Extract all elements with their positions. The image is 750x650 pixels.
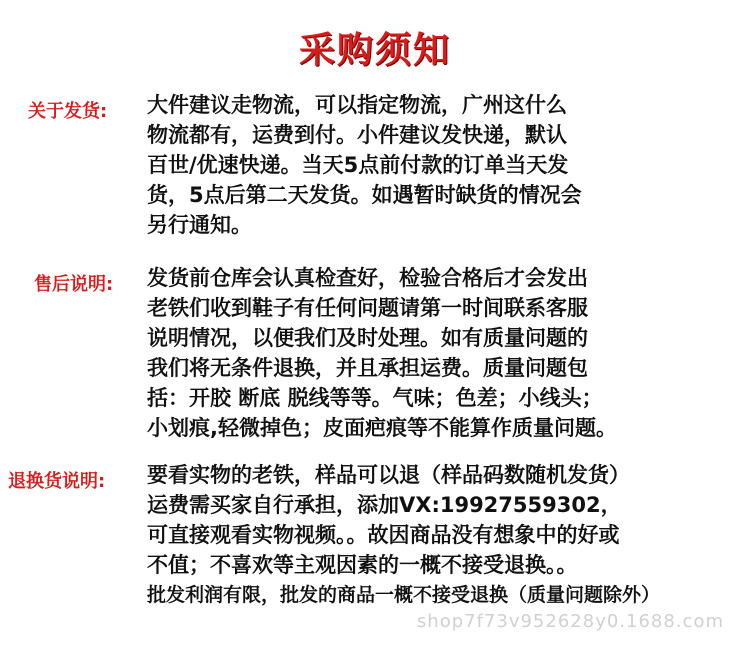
after-sales-line: 老铁们收到鞋子有任何问题请第一时间联系客服: [147, 296, 588, 320]
after-sales-line: 说明情况，以便我们及时处理。如有质量问题的: [147, 326, 588, 350]
return-exchange-text: [147, 460, 660, 610]
shipping-line: 物流都有，运费到付。小件建议发快递，默认: [147, 123, 567, 147]
return-exchange-line: 不值；不喜欢等主观因素的一概不接受退换。。: [147, 553, 578, 577]
return-exchange-line: 可直接观看实物视频。。故因商品没有想象中的好或: [147, 523, 620, 547]
after-sales-label: 售后说明:: [34, 274, 114, 295]
shipping-line: 百世/优速快递。当天5点前付款的订单当天发: [147, 153, 569, 177]
return-exchange-line: 要看实物的老铁，样品可以退（样品码数随机发货）: [147, 463, 630, 487]
after-sales-line: 发货前仓库会认真检查好，检验合格后才会发出: [147, 266, 588, 290]
after-sales-line: 括：开胶 断底 脱线等等。气味；色差；小线头；: [147, 386, 603, 410]
shipping-line: 大件建议走物流，可以指定物流，广州这什么: [147, 93, 567, 117]
shipping-line: 货，5点后第二天发货。如遇暂时缺货的情况会: [147, 183, 582, 207]
after-sales-line: 小划痕,轻微掉色；皮面疤痕等不能算作质量问题。: [147, 416, 617, 440]
return-exchange-label: 退换货说明:: [8, 471, 106, 492]
page-title: 采购须知: [298, 30, 451, 71]
shipping-line: 另行通知。: [147, 213, 252, 237]
shop-watermark: shop7f73v952628y0.1688.com: [416, 611, 724, 632]
return-exchange-line: 运费需买家自行承担，添加VX:19927559302，: [147, 493, 622, 517]
after-sales-text: [147, 263, 617, 443]
shipping-label: 关于发货:: [28, 101, 108, 122]
shipping-text: [147, 90, 582, 240]
after-sales-line: 我们将无条件退换，并且承担运费。质量问题包: [147, 356, 588, 380]
return-exchange-line: 批发利润有限，批发的商品一概不接受退换（质量问题除外）: [147, 584, 661, 606]
